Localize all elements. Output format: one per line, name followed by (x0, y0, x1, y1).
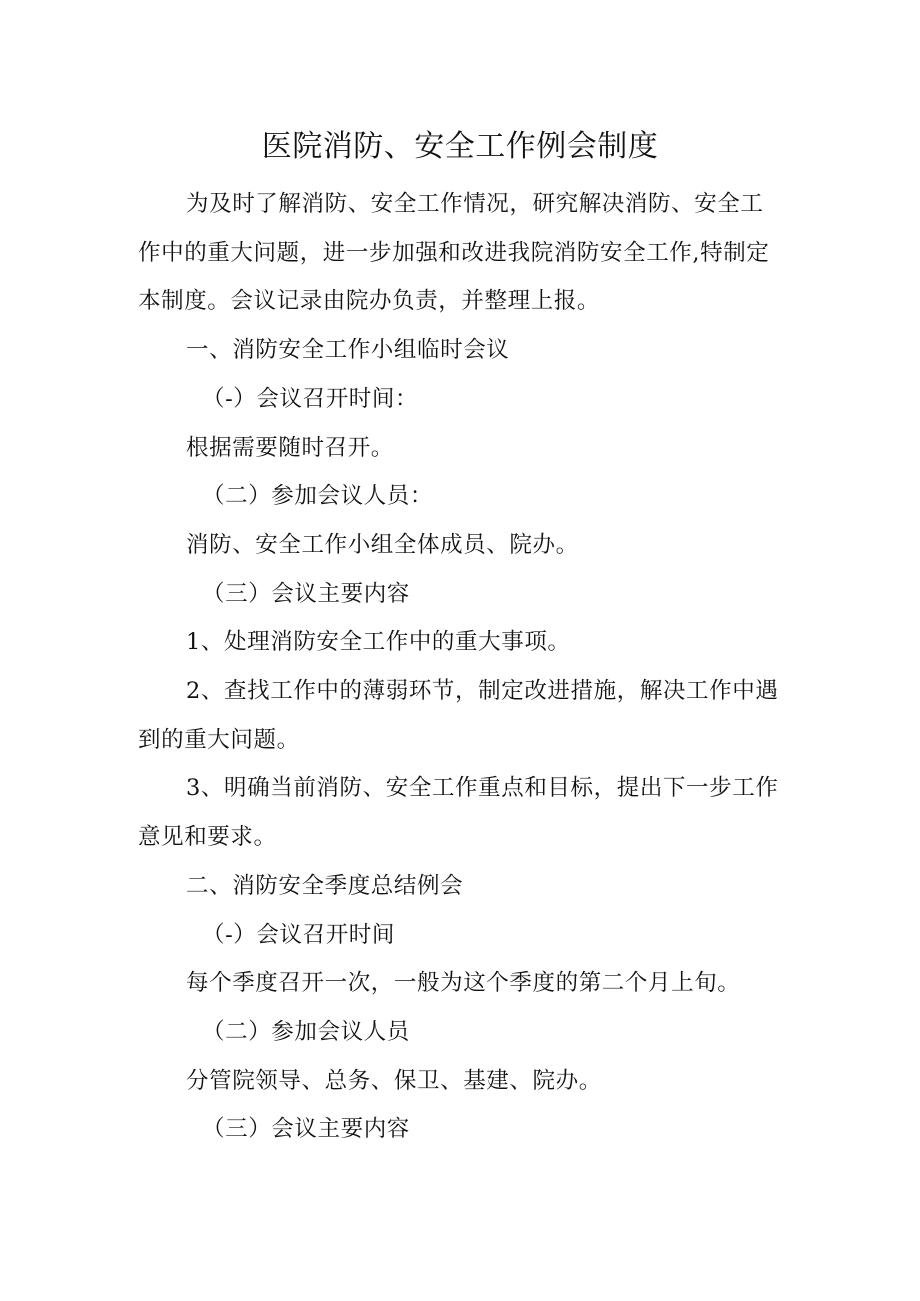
subsection-heading-2-1: （-）会议召开时间 (202, 921, 396, 948)
document-title: 医院消防、安全工作例会制度 (261, 129, 659, 164)
body-line: 根据需要随时召开。 (186, 434, 394, 461)
subsection-heading-2-3: （三）会议主要内容 (202, 1116, 410, 1143)
section-heading-1: 一、消防安全工作小组临时会议 (186, 337, 510, 364)
subsection-heading-2-2: （二）参加会议人员 (202, 1018, 410, 1045)
subsection-heading-1-3: （三）会议主要内容 (202, 580, 410, 607)
list-item-2: 2、查找工作中的薄弱环节，制定改进措施，解决工作中遇到的重大问题。 (138, 678, 779, 753)
document-body (138, 180, 782, 1154)
list-item-1: 1、处理消防安全工作中的重大事项。 (186, 629, 571, 656)
subsection-heading-1-1: （-）会议召开时间： (202, 385, 419, 412)
intro-paragraph: 为及时了解消防、安全工作情况，研究解决消防、安全工作中的重大问题，进一步加强和改进我院消防安全工作,特制定本制度。会议记录由院办负责，并整理上报。 (138, 191, 770, 315)
section-heading-2: 二、消防安全季度总结例会 (186, 872, 464, 899)
body-line: 每个季度召开一次，一般为这个季度的第二个月上旬。 (186, 970, 741, 997)
body-line: 消防、安全工作小组全体成员、院办。 (186, 531, 579, 558)
body-line: 分管院领导、总务、保卫、基建、院办。 (186, 1067, 602, 1094)
subsection-heading-1-2: （二）参加会议人员： (202, 483, 434, 510)
list-item-3: 3、明确当前消防、安全工作重点和目标，提出下一步工作意见和要求。 (138, 775, 779, 851)
